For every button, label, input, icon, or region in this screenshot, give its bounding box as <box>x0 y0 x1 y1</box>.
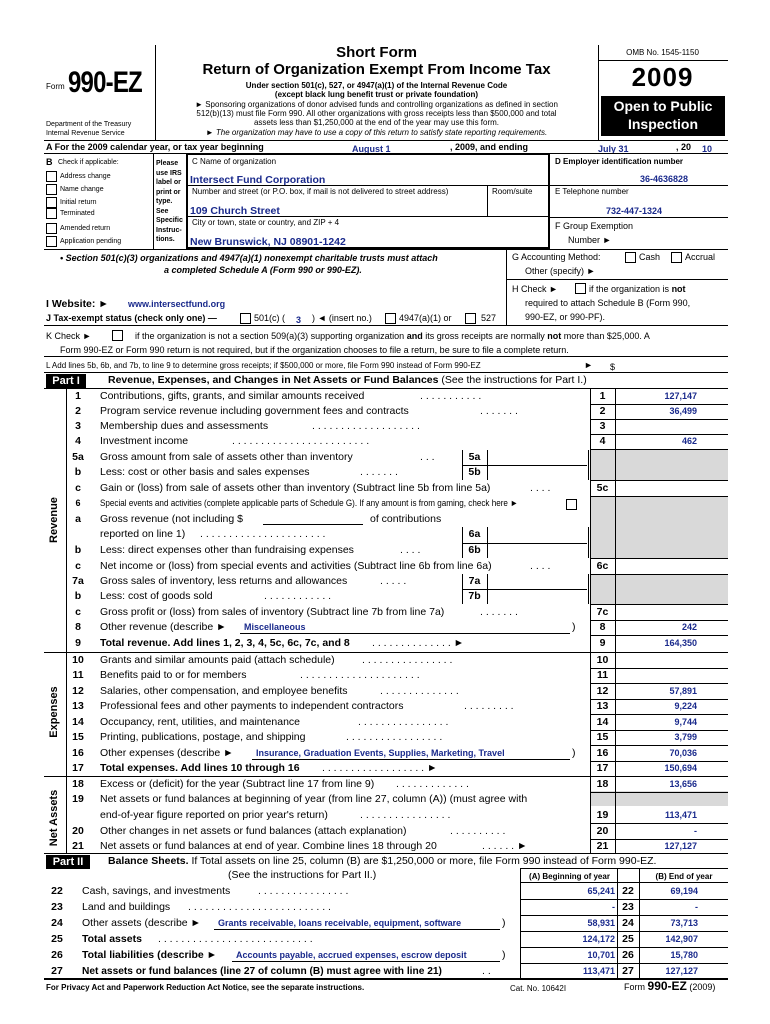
line-8: 8 Other revenue (describe ► Miscellaneous ) 8 242 <box>75 621 697 633</box>
amount-line-1[interactable]: 127,147 <box>664 391 697 401</box>
k-text4: Form 990-EZ or Form 990 return is not required, but if the organization chooses to file a return, be sure to file a complete return. <box>60 345 569 355</box>
city-label: City or town, state or country, and ZIP + 4 <box>192 218 340 227</box>
line-a-label: A For the 2009 calendar year, or tax year beginning <box>46 142 264 152</box>
k-check-label: K Check ► <box>46 331 92 341</box>
part2-subtitle: (See the instructions for Part II.) <box>228 869 377 881</box>
amount-line-4[interactable]: 462 <box>681 436 697 446</box>
line-20: 20 Other changes in net assets or fund balances (attach explanation) . . . . . . . . . . 20 - <box>72 825 697 837</box>
527-label: 527 <box>481 313 497 323</box>
527-checkbox[interactable] <box>465 313 476 324</box>
form-number: 990-EZ <box>68 66 142 99</box>
amended-return-checkbox[interactable] <box>46 223 57 234</box>
under-section: Under section 501(c), 527, or 4947(a)(1) of the Internal Revenue Code <box>245 81 508 90</box>
dept-line1: Department of the Treasury <box>46 121 132 128</box>
schedule-b-checkbox[interactable] <box>575 283 586 294</box>
line-12: 12 Salaries, other compensation, and employee benefits . . . . . . . . . . . . . . 12 57,891 <box>72 685 697 697</box>
line-22: 22 Cash, savings, and investments . . . . . . . . . . . . . . . . 65,241 22 69,194 <box>51 885 698 897</box>
line-9: 9 Total revenue. Add lines 1, 2, 3, 4, 5c, 6c, 7c, and 8 . . . . . . . . . . . . . . ► 9 164,350 <box>75 637 697 649</box>
line-18: 18 Excess or (deficit) for the year (Subtract line 17 from line 9) . . . . . . . . . . . . . 18 13,656 <box>72 778 697 790</box>
4947-label: 4947(a)(1) or <box>399 313 452 323</box>
line-7a: 7a Gross sales of inventory, less returns and allowances . . . . . 7a <box>72 575 481 587</box>
gaming-checkbox[interactable] <box>566 499 577 510</box>
line-6: 6 Special events and activities (complete applicable parts of Schedule G). If any amount is from gaming, check here ► <box>75 498 519 508</box>
side-label-expenses: Expenses <box>48 686 60 738</box>
line-6a: a Gross revenue (not including $ of contributions <box>75 513 442 525</box>
insert-no: ) ◄ (insert no.) <box>312 313 372 323</box>
cash-label: Cash <box>639 252 661 262</box>
street-label: Number and street (or P.O. box, if mail is not delivered to street address) <box>192 187 449 196</box>
amount-line-19[interactable]: 113,471 <box>664 810 697 820</box>
name-change-checkbox[interactable] <box>46 184 57 195</box>
line-16: 16 Other expenses (describe ► Insurance, Graduation Events, Supplies, Marketing, Travel ) 16 70,036 <box>72 747 697 759</box>
col-a-line-25[interactable]: 124,172 <box>582 934 615 944</box>
line-7b: b Less: cost of goods sold . . . . . . . . . . . . 7b <box>74 590 481 602</box>
tax-year-end[interactable]: July 31 <box>598 144 629 154</box>
omb-number: OMB No. 1545-1150 <box>626 48 699 57</box>
side-label-net-assets: Net Assets <box>48 789 60 847</box>
side-label-revenue: Revenue <box>48 497 60 543</box>
amount-line-8[interactable]: 242 <box>681 622 697 632</box>
line-13: 13 Professional fees and other payments to independent contractors . . . . . . . . . 13 9,224 <box>72 700 697 712</box>
line-5a: 5a Gross amount from sale of assets other than inventory . . . 5a <box>72 451 481 463</box>
ein-label: D Employer identification number <box>555 157 684 166</box>
col-b-line-27[interactable]: 127,127 <box>665 966 698 976</box>
footer-cat-no: Cat. No. 10642I <box>510 984 567 993</box>
501c-label: 501(c) ( <box>254 313 286 323</box>
4947-checkbox[interactable] <box>385 313 396 324</box>
part2-label: Part II <box>46 855 90 869</box>
org-name[interactable]: Intersect Fund Corporation <box>190 174 326 186</box>
other-assets-desc[interactable]: Grants receivable, loans receivable, equipment, software <box>218 918 462 928</box>
k-checkbox[interactable] <box>112 330 123 341</box>
application-pending-checkbox[interactable] <box>46 236 57 247</box>
note-line4: ► The organization may have to use a copy of this return to satisfy state reporting requirements. <box>205 128 548 137</box>
footer-privacy: For Privacy Act and Paperwork Reduction Act Notice, see the separate instructions. <box>46 983 365 992</box>
org-box <box>186 153 550 249</box>
col-a-header: (A) Beginning of year <box>529 872 610 881</box>
note-line1: ► Sponsoring organizations of donor advised funds and controlling organizations as defined in section <box>195 100 558 109</box>
h-text: if the organization is not <box>589 284 686 294</box>
title-short-form: Short Form <box>336 44 417 61</box>
initial-return-checkbox[interactable] <box>46 197 57 208</box>
title-return: Return of Organization Exempt From Income Tax <box>202 61 551 78</box>
line-6a-cont: reported on line 1) . . . . . . . . . . . . . . . . . . . . . . 6a <box>100 528 481 540</box>
note-line3: assets less than $1,250,000 at the end of the year may use this form. <box>253 118 500 127</box>
amount-line-9[interactable]: 164,350 <box>664 638 697 648</box>
line-5c: c Gain or (loss) from sale of assets other than inventory (Subtract line 5b from line 5a) . . . . 5c <box>75 482 609 494</box>
inspection: Inspection <box>627 116 698 132</box>
line-6b: b Less: direct expenses other than fundraising expenses . . . . 6b <box>74 544 481 556</box>
part1-label: Part I <box>46 374 86 388</box>
part1-title: Revenue, Expenses, and Changes in Net Assets or Fund Balances (See the instructions for Part I.) <box>108 374 587 386</box>
line-25: 25 Total assets . . . . . . . . . . . . . . . . . . . . . . . . . . . 124,172 25 142,907 <box>51 933 698 945</box>
501c-number[interactable]: 3 <box>296 315 302 325</box>
accounting-method-label: G Accounting Method: <box>512 252 601 262</box>
ein-value[interactable]: 36-4636828 <box>640 174 689 184</box>
line-26: 26 Total liabilities (describe ► Accounts payable, accrued expenses, escrow deposit ) 10,701 26 15,780 <box>51 949 698 961</box>
tax-year-begin[interactable]: August 1 <box>352 144 391 154</box>
line-27: 27 Net assets or fund balances (line 27 of column (B) must agree with line 21) . . 113,471 27 127,127 <box>51 965 698 977</box>
line-24: 24 Other assets (describe ► Grants receivable, loans receivable, equipment, software ) 58,931 24 73,713 <box>51 917 698 929</box>
line-21: 21 Net assets or fund balances at end of year. Combine lines 18 through 20 . . . . . . ► 21 127,127 <box>72 840 697 852</box>
accrual-label: Accrual <box>685 252 716 262</box>
amount-line-14[interactable]: 9,744 <box>674 717 697 727</box>
other-specify: Other (specify) ► <box>525 266 596 276</box>
sec501-line1: • Section 501(c)(3) organizations and 4947(a)(1) nonexempt charitable trusts must attach <box>60 253 438 263</box>
initial-return-label: Initial return <box>60 199 97 206</box>
tax-year-end-yr[interactable]: 10 <box>702 144 713 154</box>
501c-checkbox[interactable] <box>240 313 251 324</box>
address-change-checkbox[interactable] <box>46 171 57 182</box>
h-text2: required to attach Schedule B (Form 990, <box>525 298 691 308</box>
line-19: 19 Net assets or fund balances at beginning of year (from line 27, column (A)) (must agree with <box>72 793 528 805</box>
please-instructions: Please use IRS label or print or type. See Specific Instruc- tions. <box>156 160 183 243</box>
room-suite-label: Room/suite <box>492 187 533 196</box>
line-a-mid: , 2009, and ending <box>450 142 529 152</box>
check-if-applicable: Check if applicable: <box>58 159 119 166</box>
org-name-label: C Name of organization <box>192 157 277 166</box>
line-5b: b Less: cost or other basis and sales expenses . . . . . . . 5b <box>74 466 481 478</box>
liabilities-desc[interactable]: Accounts payable, accrued expenses, escrow deposit <box>236 950 467 960</box>
line-17: 17 Total expenses. Add lines 10 through 16 . . . . . . . . . . . . . . . . . . ► 17 150,694 <box>72 762 697 774</box>
line-l: L Add lines 5b, 6b, and 7b, to line 9 to determine gross receipts; if $500,000 or more, file Form 990 instead of Form 990-EZ <box>46 361 481 370</box>
amount-line-15[interactable]: 3,799 <box>674 732 697 742</box>
h-text3: 990-EZ, or 990-PF). <box>525 312 606 322</box>
open-to-public: Open to Public <box>613 98 713 114</box>
street-address[interactable]: 109 Church Street <box>190 205 280 217</box>
tax-exempt-label: J Tax-exempt status (check only one) — <box>46 313 217 323</box>
col-a-line-27[interactable]: 113,471 <box>582 966 615 976</box>
line-2: 2 Program service revenue including government fees and contracts . . . . . . . 2 36,499 <box>75 405 697 417</box>
col-a-line-24[interactable]: 58,931 <box>587 918 615 928</box>
col-a-line-22[interactable]: 65,241 <box>587 886 615 896</box>
col-a-line-23[interactable]: - <box>612 902 615 912</box>
amount-line-17[interactable]: 150,694 <box>664 763 697 773</box>
amount-line-16[interactable]: 70,036 <box>669 748 697 758</box>
k-text: if the organization is not a section 509(a)(3) supporting organization and its gross receipts are normally not more than $25,000. A <box>135 331 650 341</box>
col-a-line-26[interactable]: 10,701 <box>587 950 615 960</box>
amount-line-20[interactable]: - <box>694 826 697 836</box>
col-b-header: (B) End of year <box>655 872 713 881</box>
line-15: 15 Printing, publications, postage, and shipping . . . . . . . . . . . . . . . . . 15 3,799 <box>72 731 697 743</box>
dept-line2: Internal Revenue Service <box>46 130 125 137</box>
group-exemption-number: Number ► <box>568 235 612 245</box>
line-6c: c Net income or (loss) from special events and activities (Subtract line 6b from line 6a) . . . . 6c <box>75 560 609 572</box>
col-b-line-25[interactable]: 142,907 <box>665 934 698 944</box>
amount-line-2[interactable]: 36,499 <box>669 406 697 416</box>
terminated-label: Terminated <box>60 210 95 217</box>
line-1: 1 Contributions, gifts, grants, and similar amounts received . . . . . . . . . . . 1 127,147 <box>75 390 697 402</box>
cash-checkbox[interactable] <box>625 252 636 263</box>
amount-line-12[interactable]: 57,891 <box>669 686 697 696</box>
part2-title: Balance Sheets. If Total assets on line 25, column (B) are $1,250,000 or more, file Form 990 instead of Form 990-EZ. <box>108 855 657 867</box>
form-label: Form <box>46 82 65 91</box>
line-23: 23 Land and buildings . . . . . . . . . . . . . . . . . . . . . . . . . - 23 - <box>51 901 698 913</box>
line-a-20: , 20 <box>676 142 692 152</box>
other-expenses-desc[interactable]: Insurance, Graduation Events, Supplies, Marketing, Travel <box>256 748 505 758</box>
city-state-zip[interactable]: New Brunswick, NJ 08901-1242 <box>190 236 346 248</box>
website-value[interactable]: www.intersectfund.org <box>128 299 226 309</box>
col-b-line-24[interactable]: 73,713 <box>670 918 698 928</box>
tax-year: 2009 <box>631 62 694 92</box>
line-14: 14 Occupancy, rent, utilities, and maintenance . . . . . . . . . . . . . . . . 14 9,744 <box>72 716 697 728</box>
col-b-line-23[interactable]: - <box>695 902 698 912</box>
line-4: 4 Investment income . . . . . . . . . . . . . . . . . . . . . . . . 4 462 <box>75 435 697 447</box>
amount-line-21[interactable]: 127,127 <box>664 841 697 851</box>
footer-form: Form 990-EZ (2009) <box>624 979 716 993</box>
line-l-arrow: ► <box>584 360 593 370</box>
line-19-cont: end-of-year figure reported on prior year's return) . . . . . . . . . . . . . . . . 19 113,471 <box>100 809 697 821</box>
h-check-label: H Check ► <box>512 284 558 294</box>
col-b-line-22[interactable]: 69,194 <box>670 886 698 896</box>
amount-line-13[interactable]: 9,224 <box>674 701 697 711</box>
sec501-line2: a completed Schedule A (Form 990 or 990-EZ). <box>164 265 362 275</box>
accrual-checkbox[interactable] <box>671 252 682 263</box>
line-3: 3 Membership dues and assessments . . . . . . . . . . . . . . . . . . . 3 <box>75 420 606 432</box>
line-11: 11 Benefits paid to or for members . . . . . . . . . . . . . . . . . . . . . 11 <box>72 669 609 681</box>
name-change-label: Name change <box>60 186 104 193</box>
address-change-label: Address change <box>60 173 111 180</box>
line-b-label: B <box>46 157 53 167</box>
phone-label: E Telephone number <box>555 187 629 196</box>
application-pending-label: Application pending <box>60 238 122 245</box>
except-line: (except black lung benefit trust or private foundation) <box>274 90 479 99</box>
line-7c: c Gross profit or (loss) from sales of inventory (Subtract line 7b from line 7a) . . . . . . . 7c <box>75 606 609 618</box>
amount-line-18[interactable]: 13,656 <box>669 779 697 789</box>
line-10: 10 Grants and similar amounts paid (attach schedule) . . . . . . . . . . . . . . . . 10 <box>72 654 609 666</box>
amended-return-label: Amended return <box>60 225 111 232</box>
note-line2: 512(b)(13) must file Form 990. All other organizations with gross receipts less than $500,000 and total <box>196 109 557 118</box>
phone-value[interactable]: 732-447-1324 <box>606 206 663 216</box>
line-l-dollar: $ <box>610 362 616 372</box>
other-revenue-desc[interactable]: Miscellaneous <box>244 622 306 632</box>
col-b-line-26[interactable]: 15,780 <box>670 950 698 960</box>
website-label: I Website: ► <box>46 298 109 310</box>
terminated-checkbox[interactable] <box>46 208 57 219</box>
group-exemption-label: F Group Exemption <box>555 221 634 231</box>
